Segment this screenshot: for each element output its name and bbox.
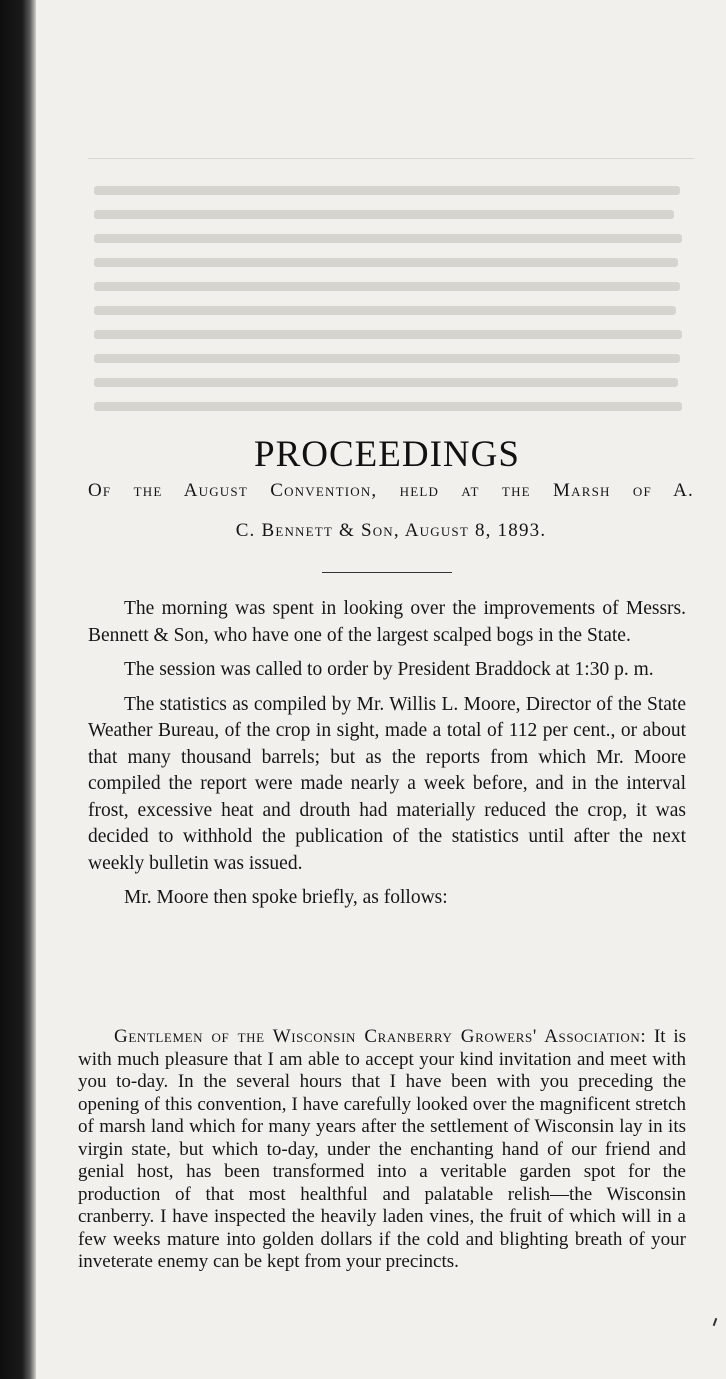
page-title: PROCEEDINGS: [254, 434, 520, 475]
paragraph-morning: The morning was spent in looking over the improvements of Messrs. Bennett & Son, who have one of the largest scalped bogs in the State.: [88, 598, 686, 646]
page-edge-mark: [713, 1318, 718, 1326]
subtitle-line-2: C. Bennett & Son, August 8, 1893.: [235, 520, 547, 541]
paragraph-moore-intro: Mr. Moore then spoke briefly, as follows:: [124, 887, 448, 908]
address-text: It is with much pleasure that I am able to accept your kind invitation and meet with you to-day. In the several hours that I have been with you preceding the opening of this convention, I have carefully looked over the magnificent stretch of marsh land which for many years after the settlement of Wisconsin lay in its virgin state, but which to-day, under the enchanting hand of our friend and genial host, has been transformed into a veritable garden spot for the production of that most healthful and palatable relish—the Wisconsin cranberry. I have inspected the heavily laden vines, the fruit of which will in a few weeks mature into golden dollars if the cold and blighting breath of your inveterate enemy can be kept from your precincts.: [78, 1026, 686, 1272]
paragraph-session: The session was called to order by President Braddock at 1:30 p. m.: [124, 659, 654, 680]
section-divider: [322, 572, 452, 573]
address-paragraph: [78, 1026, 686, 1274]
show-through-lines: [92, 180, 682, 430]
moore-address: [78, 1026, 686, 1274]
address-salutation: Gentlemen of the Wisconsin Cranberry Growers' Association:: [114, 1026, 647, 1047]
body-text: [88, 596, 686, 920]
paragraph-statistics: The statistics as compiled by Mr. Willis L. Moore, Director of the State Weather Bureau, of the crop in sight, made a total of 112 per cent., or about that many thousand barrels; but as the reports from which Mr. Moore compiled the report were made nearly a week before, and in the interval frost, excessive heat and drouth had materially reduced the crop, it was decided to withhold the publication of the statistics until after the next weekly bulletin was issued.: [88, 693, 686, 874]
show-through-texture: [92, 180, 682, 430]
running-head-rule: [88, 158, 694, 159]
subtitle-line-1: Of the August Convention, held at the Marsh of A.: [88, 480, 694, 501]
book-binding-shadow: [0, 0, 36, 1379]
